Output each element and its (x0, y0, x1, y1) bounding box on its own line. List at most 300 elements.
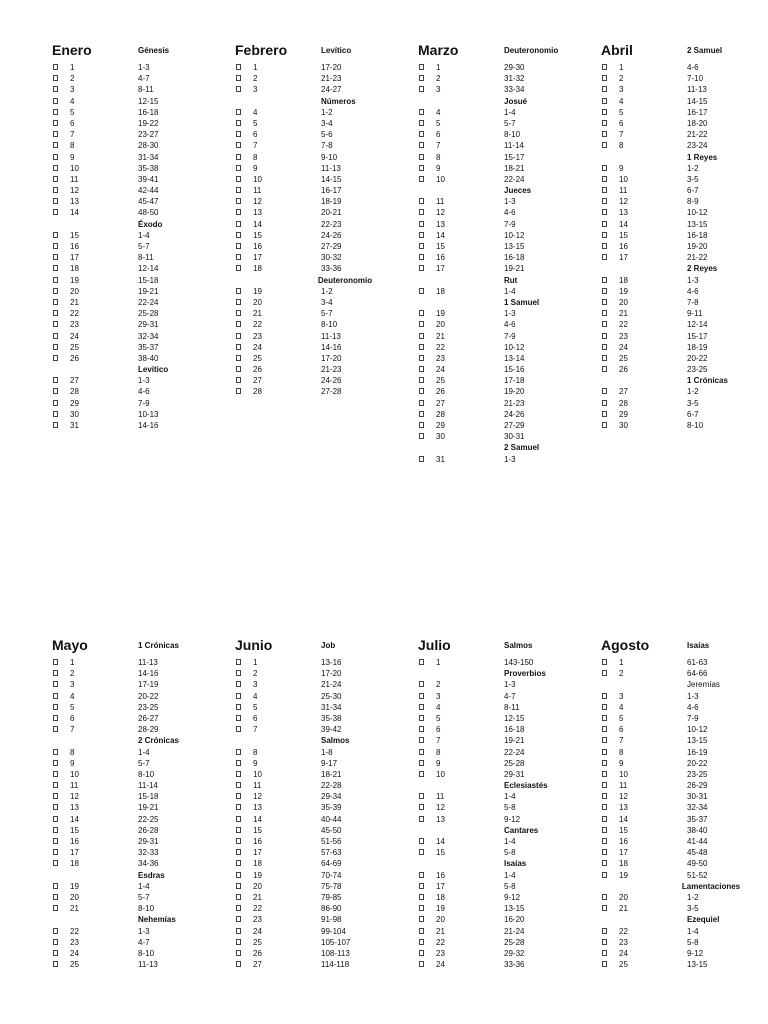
day-checkbox[interactable] (602, 905, 607, 911)
day-checkbox[interactable] (53, 400, 58, 406)
day-checkbox[interactable] (53, 693, 58, 699)
day-checkbox[interactable] (602, 288, 607, 294)
day-checkbox[interactable] (602, 120, 607, 126)
day-checkbox[interactable] (53, 838, 58, 844)
day-checkbox[interactable] (236, 243, 241, 249)
day-checkbox[interactable] (236, 209, 241, 215)
day-checkbox[interactable] (602, 209, 607, 215)
day-checkbox[interactable] (419, 961, 424, 967)
day-checkbox[interactable] (53, 333, 58, 339)
day-checkbox[interactable] (602, 704, 607, 710)
day-checkbox[interactable] (236, 939, 241, 945)
day-checkbox[interactable] (602, 950, 607, 956)
day-checkbox[interactable] (53, 411, 58, 417)
month-junio (235, 637, 415, 970)
day-checkbox[interactable] (602, 928, 607, 934)
day-checkbox[interactable] (53, 894, 58, 900)
day-checkbox[interactable] (236, 254, 241, 260)
chapter-range: 21-23 (504, 398, 525, 408)
day-checkbox[interactable] (419, 209, 424, 215)
day-checkbox[interactable] (236, 838, 241, 844)
day-checkbox[interactable] (236, 221, 241, 227)
day-checkbox[interactable] (419, 928, 424, 934)
day-checkbox[interactable] (602, 243, 607, 249)
day-checkbox[interactable] (419, 726, 424, 732)
day-checkbox[interactable] (236, 916, 241, 922)
reading-row (235, 152, 415, 163)
day-checkbox[interactable] (419, 355, 424, 361)
day-checkbox[interactable] (602, 86, 607, 92)
day-checkbox[interactable] (602, 400, 607, 406)
day-number: 15 (253, 825, 262, 835)
day-number: 21 (70, 904, 79, 914)
reading-row (418, 713, 598, 724)
day-number: 5 (253, 118, 258, 128)
day-checkbox[interactable] (602, 254, 607, 260)
day-checkbox[interactable] (602, 277, 607, 283)
day-checkbox[interactable] (419, 905, 424, 911)
day-checkbox[interactable] (602, 299, 607, 305)
day-checkbox[interactable] (236, 704, 241, 710)
day-number: 23 (253, 331, 262, 341)
day-checkbox[interactable] (419, 131, 424, 137)
day-checkbox[interactable] (602, 366, 607, 372)
day-number: 4 (253, 107, 258, 117)
chapter-range: 14-16 (138, 669, 159, 679)
day-checkbox[interactable] (53, 793, 58, 799)
day-checkbox[interactable] (236, 120, 241, 126)
day-checkbox[interactable] (236, 176, 241, 182)
day-checkbox[interactable] (236, 883, 241, 889)
day-checkbox[interactable] (602, 221, 607, 227)
day-number: 2 (70, 669, 75, 679)
day-checkbox[interactable] (236, 333, 241, 339)
day-checkbox[interactable] (236, 355, 241, 361)
day-checkbox[interactable] (419, 377, 424, 383)
day-checkbox[interactable] (236, 928, 241, 934)
day-checkbox[interactable] (602, 422, 607, 428)
day-checkbox[interactable] (53, 760, 58, 766)
day-checkbox[interactable] (53, 109, 58, 115)
day-checkbox[interactable] (419, 310, 424, 316)
day-checkbox[interactable] (236, 771, 241, 777)
day-checkbox[interactable] (602, 198, 607, 204)
day-number: 13 (70, 803, 79, 813)
day-checkbox[interactable] (53, 288, 58, 294)
day-checkbox[interactable] (419, 221, 424, 227)
day-checkbox[interactable] (419, 872, 424, 878)
chapter-range: 29-31 (138, 837, 159, 846)
day-checkbox[interactable] (236, 321, 241, 327)
day-checkbox[interactable] (53, 726, 58, 732)
reading-row (52, 657, 232, 668)
day-checkbox[interactable] (53, 905, 58, 911)
day-checkbox[interactable] (419, 288, 424, 294)
day-checkbox[interactable] (53, 131, 58, 137)
day-number: 2 (619, 74, 624, 84)
day-checkbox[interactable] (236, 905, 241, 911)
day-checkbox[interactable] (236, 804, 241, 810)
day-checkbox[interactable] (236, 849, 241, 855)
day-checkbox[interactable] (419, 704, 424, 710)
day-checkbox[interactable] (236, 793, 241, 799)
day-checkbox[interactable] (236, 265, 241, 271)
day-checkbox[interactable] (419, 388, 424, 394)
day-checkbox[interactable] (602, 142, 607, 148)
day-checkbox[interactable] (602, 827, 607, 833)
day-checkbox[interactable] (236, 961, 241, 967)
day-checkbox[interactable] (53, 86, 58, 92)
day-checkbox[interactable] (236, 232, 241, 238)
day-checkbox[interactable] (53, 299, 58, 305)
chapter-range: 23-25 (138, 702, 159, 712)
day-checkbox[interactable] (602, 165, 607, 171)
reading-row (418, 286, 598, 297)
day-checkbox[interactable] (419, 793, 424, 799)
chapter-range: 4-6 (504, 208, 516, 218)
chapter-range: 24-26 (504, 409, 525, 419)
day-checkbox[interactable] (602, 693, 607, 699)
day-checkbox[interactable] (53, 254, 58, 260)
reading-row (52, 163, 232, 174)
day-checkbox[interactable] (602, 355, 607, 361)
day-checkbox[interactable] (236, 142, 241, 148)
day-checkbox[interactable] (236, 198, 241, 204)
day-checkbox[interactable] (419, 816, 424, 822)
reading-row (601, 230, 768, 241)
day-checkbox[interactable] (53, 321, 58, 327)
day-number: 29 (619, 409, 628, 419)
day-checkbox[interactable] (602, 187, 607, 193)
day-checkbox[interactable] (419, 232, 424, 238)
day-number: 26 (253, 948, 262, 958)
day-checkbox[interactable] (53, 883, 58, 889)
day-checkbox[interactable] (236, 377, 241, 383)
chapter-range: 51-52 (687, 870, 708, 880)
reading-row (418, 263, 598, 274)
day-checkbox[interactable] (602, 771, 607, 777)
day-number: 5 (70, 107, 75, 117)
chapter-range: 11-14 (504, 141, 524, 151)
day-checkbox[interactable] (236, 726, 241, 732)
day-checkbox[interactable] (419, 265, 424, 271)
day-checkbox[interactable] (602, 838, 607, 844)
day-number: 7 (619, 130, 624, 140)
chapter-range: 23-24 (687, 141, 708, 151)
day-checkbox[interactable] (602, 131, 607, 137)
day-number: 11 (253, 186, 262, 196)
day-checkbox[interactable] (236, 872, 241, 878)
day-number: 7 (253, 141, 258, 151)
chapter-range: 75-78 (321, 881, 342, 891)
day-checkbox[interactable] (602, 75, 607, 81)
day-checkbox[interactable] (53, 681, 58, 687)
day-checkbox[interactable] (53, 849, 58, 855)
day-checkbox[interactable] (419, 254, 424, 260)
chapter-range: 18-19 (321, 197, 342, 207)
month-header (418, 637, 598, 657)
day-checkbox[interactable] (53, 344, 58, 350)
day-checkbox[interactable] (236, 950, 241, 956)
reading-row (52, 420, 232, 431)
day-checkbox[interactable] (53, 232, 58, 238)
day-checkbox[interactable] (53, 187, 58, 193)
day-checkbox[interactable] (53, 142, 58, 148)
reading-row (52, 263, 232, 274)
day-checkbox[interactable] (236, 109, 241, 115)
day-checkbox[interactable] (236, 760, 241, 766)
chapter-range: 1-3 (504, 309, 516, 319)
chapter-range: 91-98 (321, 915, 342, 925)
day-checkbox[interactable] (602, 715, 607, 721)
day-checkbox[interactable] (419, 771, 424, 777)
day-number: 13 (619, 803, 628, 813)
day-checkbox[interactable] (53, 265, 58, 271)
day-checkbox[interactable] (602, 659, 607, 665)
day-checkbox[interactable] (236, 816, 241, 822)
day-checkbox[interactable] (236, 299, 241, 305)
day-checkbox[interactable] (419, 86, 424, 92)
reading-row (52, 825, 232, 836)
day-checkbox[interactable] (53, 209, 58, 215)
reading-row (235, 342, 415, 353)
day-checkbox[interactable] (236, 894, 241, 900)
day-number: 23 (619, 937, 628, 947)
day-checkbox[interactable] (602, 232, 607, 238)
day-checkbox[interactable] (53, 704, 58, 710)
day-checkbox[interactable] (53, 670, 58, 676)
day-checkbox[interactable] (419, 64, 424, 70)
day-checkbox[interactable] (602, 816, 607, 822)
day-number: 19 (436, 309, 445, 319)
day-checkbox[interactable] (53, 355, 58, 361)
chapter-range: 1-4 (504, 837, 516, 846)
day-checkbox[interactable] (419, 321, 424, 327)
chapter-range: 17-20 (321, 669, 342, 679)
day-number: 17 (619, 253, 628, 263)
day-checkbox[interactable] (53, 961, 58, 967)
day-checkbox[interactable] (53, 659, 58, 665)
day-checkbox[interactable] (419, 400, 424, 406)
day-checkbox[interactable] (53, 176, 58, 182)
day-checkbox[interactable] (236, 344, 241, 350)
chapter-range: 33-36 (504, 960, 525, 970)
day-checkbox[interactable] (419, 165, 424, 171)
chapter-range: 21-23 (321, 365, 342, 375)
day-checkbox[interactable] (602, 670, 607, 676)
day-checkbox[interactable] (419, 681, 424, 687)
day-checkbox[interactable] (53, 939, 58, 945)
day-checkbox[interactable] (602, 804, 607, 810)
day-checkbox[interactable] (602, 98, 607, 104)
day-number: 24 (70, 948, 79, 958)
reading-row (418, 398, 598, 409)
day-checkbox[interactable] (419, 849, 424, 855)
day-checkbox[interactable] (419, 737, 424, 743)
day-checkbox[interactable] (602, 411, 607, 417)
chapter-range: 8-10 (138, 769, 155, 779)
day-checkbox[interactable] (236, 187, 241, 193)
day-checkbox[interactable] (236, 681, 241, 687)
day-checkbox[interactable] (53, 827, 58, 833)
day-checkbox[interactable] (602, 961, 607, 967)
day-checkbox[interactable] (602, 176, 607, 182)
day-checkbox[interactable] (53, 422, 58, 428)
day-checkbox[interactable] (236, 749, 241, 755)
day-checkbox[interactable] (602, 109, 607, 115)
day-checkbox[interactable] (602, 760, 607, 766)
day-checkbox[interactable] (602, 64, 607, 70)
day-checkbox[interactable] (236, 165, 241, 171)
day-checkbox[interactable] (602, 793, 607, 799)
day-checkbox[interactable] (602, 310, 607, 316)
chapter-range: 41-44 (687, 837, 708, 846)
day-number: 12 (253, 197, 262, 207)
day-checkbox[interactable] (602, 737, 607, 743)
day-checkbox[interactable] (53, 816, 58, 822)
reading-row (235, 241, 415, 252)
day-checkbox[interactable] (53, 75, 58, 81)
reading-row (235, 73, 415, 84)
day-checkbox[interactable] (419, 939, 424, 945)
day-checkbox[interactable] (53, 771, 58, 777)
day-checkbox[interactable] (419, 715, 424, 721)
day-checkbox[interactable] (419, 366, 424, 372)
day-checkbox[interactable] (419, 333, 424, 339)
day-checkbox[interactable] (602, 321, 607, 327)
day-checkbox[interactable] (419, 411, 424, 417)
day-checkbox[interactable] (419, 916, 424, 922)
day-checkbox[interactable] (602, 872, 607, 878)
day-checkbox[interactable] (419, 344, 424, 350)
day-checkbox[interactable] (236, 693, 241, 699)
day-checkbox[interactable] (236, 86, 241, 92)
day-checkbox[interactable] (419, 749, 424, 755)
chapter-range: 7-8 (687, 297, 699, 307)
day-checkbox[interactable] (236, 782, 241, 788)
day-checkbox[interactable] (53, 860, 58, 866)
reading-row (235, 747, 415, 758)
day-checkbox[interactable] (602, 726, 607, 732)
day-checkbox[interactable] (419, 109, 424, 115)
day-checkbox[interactable] (53, 928, 58, 934)
day-checkbox[interactable] (236, 715, 241, 721)
day-number: 16 (253, 837, 262, 846)
day-checkbox[interactable] (419, 838, 424, 844)
reading-row (601, 252, 768, 263)
day-checkbox[interactable] (53, 64, 58, 70)
day-checkbox[interactable] (419, 243, 424, 249)
day-checkbox[interactable] (53, 715, 58, 721)
reading-row (418, 84, 598, 95)
day-checkbox[interactable] (419, 433, 424, 439)
day-checkbox[interactable] (419, 883, 424, 889)
chapter-range: 25-28 (504, 937, 525, 947)
day-checkbox[interactable] (419, 120, 424, 126)
chapter-range: 5-7 (138, 758, 150, 768)
chapter-range: 17-18 (504, 376, 525, 386)
day-checkbox[interactable] (53, 154, 58, 160)
day-number: 20 (436, 915, 445, 925)
day-checkbox[interactable] (419, 176, 424, 182)
day-checkbox[interactable] (602, 939, 607, 945)
day-checkbox[interactable] (419, 456, 424, 462)
day-number: 18 (70, 859, 79, 869)
day-checkbox[interactable] (602, 782, 607, 788)
day-checkbox[interactable] (53, 950, 58, 956)
day-checkbox[interactable] (419, 75, 424, 81)
day-checkbox[interactable] (602, 860, 607, 866)
day-checkbox[interactable] (53, 120, 58, 126)
day-checkbox[interactable] (419, 760, 424, 766)
reading-row (418, 657, 598, 668)
day-checkbox[interactable] (419, 804, 424, 810)
day-checkbox[interactable] (236, 288, 241, 294)
chapter-range: 16-17 (687, 107, 708, 117)
day-checkbox[interactable] (236, 659, 241, 665)
day-checkbox[interactable] (602, 894, 607, 900)
day-checkbox[interactable] (236, 670, 241, 676)
day-checkbox[interactable] (236, 827, 241, 833)
day-number: 6 (436, 725, 441, 735)
day-checkbox[interactable] (602, 333, 607, 339)
day-checkbox[interactable] (53, 243, 58, 249)
day-checkbox[interactable] (53, 277, 58, 283)
day-checkbox[interactable] (236, 388, 241, 394)
day-checkbox[interactable] (419, 693, 424, 699)
day-checkbox[interactable] (53, 749, 58, 755)
day-checkbox[interactable] (602, 749, 607, 755)
reading-row (601, 836, 768, 847)
day-checkbox[interactable] (236, 366, 241, 372)
day-checkbox[interactable] (53, 98, 58, 104)
chapter-range: 11-14 (138, 781, 158, 791)
reading-row (235, 196, 415, 207)
day-checkbox[interactable] (53, 804, 58, 810)
day-checkbox[interactable] (53, 198, 58, 204)
day-checkbox[interactable] (419, 198, 424, 204)
reading-row (52, 836, 232, 847)
day-number: 9 (253, 758, 258, 768)
day-checkbox[interactable] (419, 950, 424, 956)
day-checkbox[interactable] (419, 154, 424, 160)
book-heading: Deuteronomio (317, 275, 373, 285)
day-checkbox[interactable] (419, 659, 424, 665)
reading-row (418, 252, 598, 263)
chapter-range: 15-16 (504, 365, 525, 375)
day-checkbox[interactable] (236, 860, 241, 866)
day-checkbox[interactable] (53, 782, 58, 788)
day-number: 11 (436, 792, 445, 802)
day-checkbox[interactable] (419, 422, 424, 428)
day-checkbox[interactable] (602, 388, 607, 394)
day-checkbox[interactable] (419, 142, 424, 148)
day-checkbox[interactable] (53, 165, 58, 171)
day-checkbox[interactable] (236, 64, 241, 70)
day-checkbox[interactable] (602, 344, 607, 350)
day-checkbox[interactable] (419, 894, 424, 900)
day-checkbox[interactable] (53, 377, 58, 383)
day-checkbox[interactable] (236, 310, 241, 316)
reading-row (52, 140, 232, 151)
day-checkbox[interactable] (236, 154, 241, 160)
day-checkbox[interactable] (236, 131, 241, 137)
chapter-range: 7-9 (504, 331, 516, 341)
day-checkbox[interactable] (236, 75, 241, 81)
day-checkbox[interactable] (53, 310, 58, 316)
day-checkbox[interactable] (53, 388, 58, 394)
day-checkbox[interactable] (602, 849, 607, 855)
